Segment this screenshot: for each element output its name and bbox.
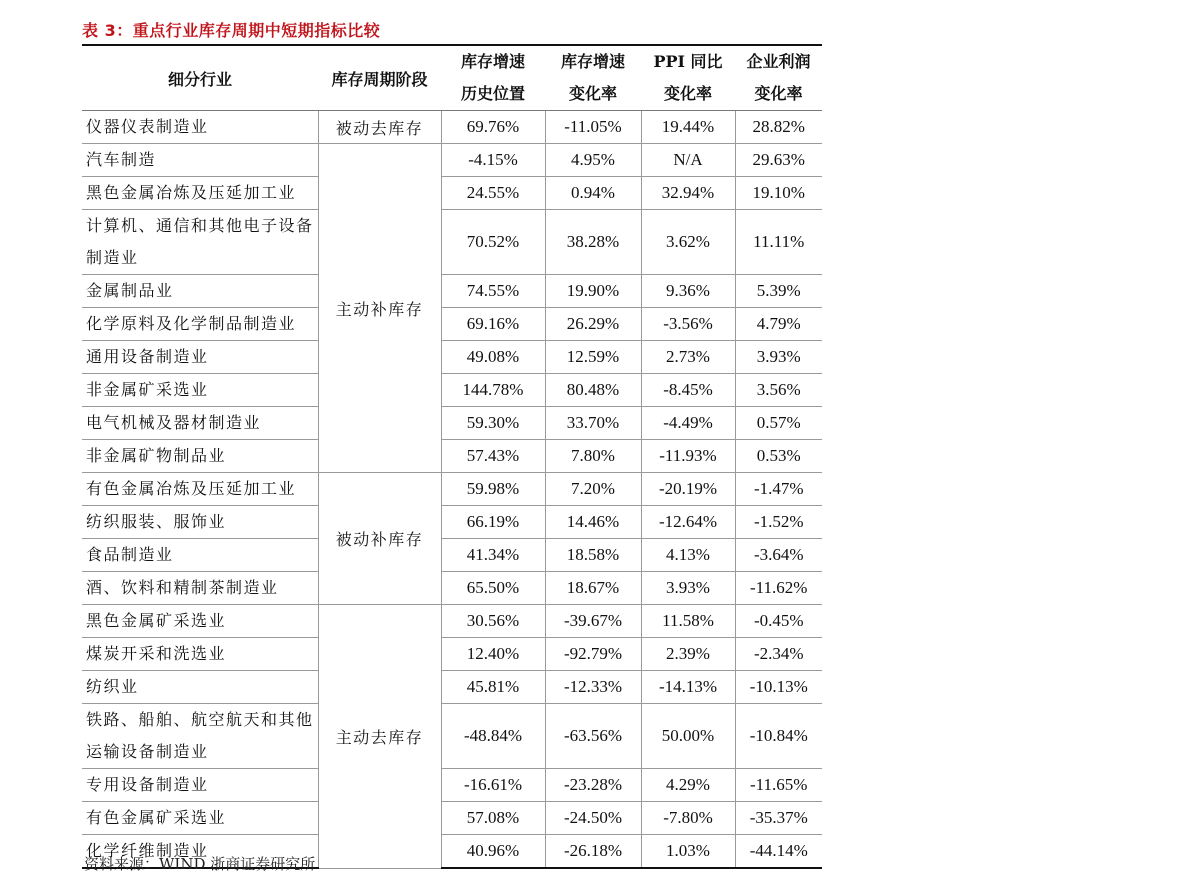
change-rate-cell: -26.18%	[545, 835, 641, 869]
table-row	[82, 177, 822, 210]
hist-position-cell: 45.81%	[441, 671, 545, 704]
industry-cell: 仪器仪表制造业	[82, 111, 318, 144]
change-rate-cell: 26.29%	[545, 308, 641, 341]
header-hist-line2: 历史位置	[460, 84, 525, 103]
change-rate-cell: 80.48%	[545, 374, 641, 407]
hist-position-cell: 24.55%	[441, 177, 545, 210]
profit-cell: -2.34%	[735, 638, 822, 671]
header-ppi	[641, 45, 735, 111]
profit-cell: -35.37%	[735, 802, 822, 835]
table-title: 表 3：重点行业库存周期中短期指标比较	[82, 21, 381, 40]
header-phase: 库存周期阶段	[318, 45, 441, 111]
ppi-cell: 32.94%	[641, 177, 735, 210]
industry-cell: 非金属矿物制品业	[82, 440, 318, 473]
hist-position-cell: 65.50%	[441, 572, 545, 605]
ppi-cell: N/A	[641, 144, 735, 177]
hist-position-cell: 74.55%	[441, 275, 545, 308]
hist-position-cell: -4.15%	[441, 144, 545, 177]
hist-position-cell: 49.08%	[441, 341, 545, 374]
hist-position-cell: -16.61%	[441, 769, 545, 802]
profit-cell: 3.56%	[735, 374, 822, 407]
industry-cell: 铁路、船舶、航空航天和其他运输设备制造业	[82, 704, 318, 769]
hist-position-cell: 59.98%	[441, 473, 545, 506]
industry-cell: 黑色金属冶炼及压延加工业	[82, 177, 318, 210]
change-rate-cell: 4.95%	[545, 144, 641, 177]
ppi-cell: 3.62%	[641, 210, 735, 275]
ppi-cell: -12.64%	[641, 506, 735, 539]
change-rate-cell: -63.56%	[545, 704, 641, 769]
ppi-cell: 4.29%	[641, 769, 735, 802]
ppi-cell: 11.58%	[641, 605, 735, 638]
industry-cell: 有色金属冶炼及压延加工业	[82, 473, 318, 506]
header-industry: 细分行业	[82, 45, 318, 111]
hist-position-cell: 69.16%	[441, 308, 545, 341]
table-row	[82, 605, 822, 638]
table-row	[82, 506, 822, 539]
industry-cell: 汽车制造	[82, 144, 318, 177]
header-profit-line2: 变化率	[754, 84, 803, 103]
ppi-cell: 4.13%	[641, 539, 735, 572]
ppi-cell: 2.73%	[641, 341, 735, 374]
hist-position-cell: 12.40%	[441, 638, 545, 671]
profit-cell: 0.53%	[735, 440, 822, 473]
profit-cell: -1.52%	[735, 506, 822, 539]
ppi-cell: 9.36%	[641, 275, 735, 308]
table-row	[82, 638, 822, 671]
change-rate-cell: -39.67%	[545, 605, 641, 638]
hist-position-cell: 41.34%	[441, 539, 545, 572]
change-rate-cell: 18.67%	[545, 572, 641, 605]
ppi-cell: 3.93%	[641, 572, 735, 605]
hist-position-cell: 69.76%	[441, 111, 545, 144]
header-ppi-line1: PPI 同比	[653, 52, 723, 71]
header-row	[82, 45, 822, 111]
industry-cell: 黑色金属矿采选业	[82, 605, 318, 638]
ppi-cell: -3.56%	[641, 308, 735, 341]
profit-cell: 29.63%	[735, 144, 822, 177]
industry-cell: 酒、饮料和精制茶制造业	[82, 572, 318, 605]
table-row	[82, 572, 822, 605]
industry-cell: 有色金属矿采选业	[82, 802, 318, 835]
hist-position-cell: 30.56%	[441, 605, 545, 638]
table-row	[82, 539, 822, 572]
profit-cell: -3.64%	[735, 539, 822, 572]
phase-cell: 主动补库存	[318, 144, 441, 473]
change-rate-cell: 38.28%	[545, 210, 641, 275]
profit-cell: -44.14%	[735, 835, 822, 869]
ppi-cell: 1.03%	[641, 835, 735, 869]
ppi-cell: 19.44%	[641, 111, 735, 144]
profit-cell: -10.13%	[735, 671, 822, 704]
profit-cell: -11.62%	[735, 572, 822, 605]
hist-position-cell: -48.84%	[441, 704, 545, 769]
change-rate-cell: 19.90%	[545, 275, 641, 308]
header-chg-line2: 变化率	[568, 84, 617, 103]
change-rate-cell: 0.94%	[545, 177, 641, 210]
change-rate-cell: 12.59%	[545, 341, 641, 374]
change-rate-cell: -23.28%	[545, 769, 641, 802]
table-row	[82, 407, 822, 440]
change-rate-cell: 7.80%	[545, 440, 641, 473]
profit-cell: 19.10%	[735, 177, 822, 210]
table-row	[82, 440, 822, 473]
industry-cell: 食品制造业	[82, 539, 318, 572]
table-row	[82, 473, 822, 506]
table-row	[82, 769, 822, 802]
ppi-cell: -14.13%	[641, 671, 735, 704]
phase-cell: 被动去库存	[318, 111, 441, 144]
industry-cell: 纺织服装、服饰业	[82, 506, 318, 539]
ppi-cell: -8.45%	[641, 374, 735, 407]
hist-position-cell: 57.43%	[441, 440, 545, 473]
industry-cell: 化学原料及化学制品制造业	[82, 308, 318, 341]
industry-cell: 专用设备制造业	[82, 769, 318, 802]
change-rate-cell: 14.46%	[545, 506, 641, 539]
header-ppi-line2: 变化率	[663, 84, 712, 103]
table-row	[82, 210, 822, 275]
hist-position-cell: 144.78%	[441, 374, 545, 407]
ppi-cell: -11.93%	[641, 440, 735, 473]
change-rate-cell: -12.33%	[545, 671, 641, 704]
profit-cell: -10.84%	[735, 704, 822, 769]
table-row	[82, 802, 822, 835]
change-rate-cell: -11.05%	[545, 111, 641, 144]
table-row	[82, 341, 822, 374]
industry-cell: 煤炭开采和洗选业	[82, 638, 318, 671]
change-rate-cell: 33.70%	[545, 407, 641, 440]
profit-cell: 5.39%	[735, 275, 822, 308]
hist-position-cell: 57.08%	[441, 802, 545, 835]
profit-cell: -0.45%	[735, 605, 822, 638]
ppi-cell: -4.49%	[641, 407, 735, 440]
indicator-table	[82, 44, 822, 869]
table-row	[82, 144, 822, 177]
table-row	[82, 704, 822, 769]
ppi-cell: -20.19%	[641, 473, 735, 506]
profit-cell: -11.65%	[735, 769, 822, 802]
industry-cell: 纺织业	[82, 671, 318, 704]
table-row	[82, 111, 822, 144]
table-row	[82, 374, 822, 407]
header-chg-line1: 库存增速	[560, 52, 625, 71]
hist-position-cell: 40.96%	[441, 835, 545, 869]
change-rate-cell: -92.79%	[545, 638, 641, 671]
source-note: 资料来源：WIND 浙商证券研究所	[84, 855, 316, 873]
profit-cell: 3.93%	[735, 341, 822, 374]
header-profit-line1: 企业利润	[746, 52, 811, 71]
header-hist-line1: 库存增速	[460, 52, 525, 71]
table-row	[82, 671, 822, 704]
hist-position-cell: 70.52%	[441, 210, 545, 275]
ppi-cell: -7.80%	[641, 802, 735, 835]
hist-position-cell: 59.30%	[441, 407, 545, 440]
profit-cell: 4.79%	[735, 308, 822, 341]
header-hist-position	[441, 45, 545, 111]
header-change-rate	[545, 45, 641, 111]
hist-position-cell: 66.19%	[441, 506, 545, 539]
industry-cell: 通用设备制造业	[82, 341, 318, 374]
table-row	[82, 308, 822, 341]
ppi-cell: 50.00%	[641, 704, 735, 769]
industry-cell: 金属制品业	[82, 275, 318, 308]
industry-cell: 计算机、通信和其他电子设备制造业	[82, 210, 318, 275]
phase-cell: 被动补库存	[318, 473, 441, 605]
industry-cell: 化学纤维制造业	[82, 835, 318, 869]
industry-cell: 电气机械及器材制造业	[82, 407, 318, 440]
change-rate-cell: 18.58%	[545, 539, 641, 572]
change-rate-cell: -24.50%	[545, 802, 641, 835]
profit-cell: 28.82%	[735, 111, 822, 144]
profit-cell: 0.57%	[735, 407, 822, 440]
industry-cell: 非金属矿采选业	[82, 374, 318, 407]
header-profit	[735, 45, 822, 111]
table-body	[82, 111, 822, 869]
profit-cell: -1.47%	[735, 473, 822, 506]
change-rate-cell: 7.20%	[545, 473, 641, 506]
phase-cell: 主动去库存	[318, 605, 441, 869]
table-row	[82, 275, 822, 308]
profit-cell: 11.11%	[735, 210, 822, 275]
ppi-cell: 2.39%	[641, 638, 735, 671]
